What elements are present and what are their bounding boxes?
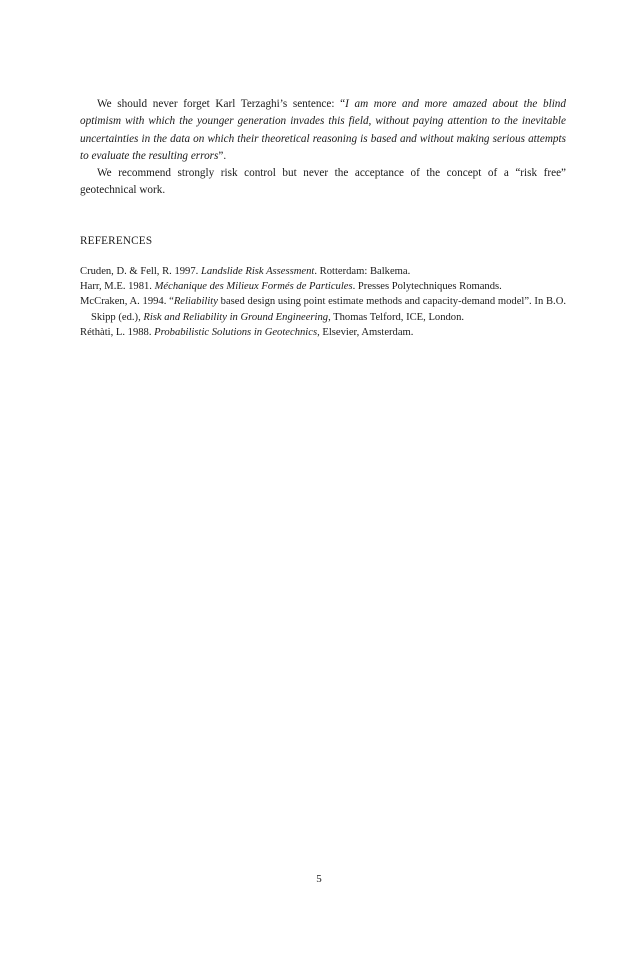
references-list [80, 264, 566, 340]
reference-item: Réthàti, L. 1988. Probabilistic Solutions in Geotechnics, Elsevier, Amsterdam. [80, 326, 414, 338]
paragraph-terzaghi-quote [80, 96, 566, 165]
terzaghi-quote: I am more and more amazed about the blind optimism with which the younger generation invades this field, without paying attention to the inevitable uncertainties in the data on which their theoretical reasoning is based and without making serious attempts to evaluate the resulting errors [80, 98, 566, 162]
page-number: 5 [316, 873, 322, 885]
paragraph-recommendation: We recommend strongly risk control but never the acceptance of the concept of a “risk free” geotechnical work. [80, 167, 566, 197]
quote-lead: We should never forget Karl Terzaghi’s sentence: “ [97, 98, 346, 110]
page-body [80, 96, 566, 340]
references-heading: REFERENCES [80, 234, 153, 247]
reference-item: McCraken, A. 1994. “Reliability based design using point estimate methods and capacity-demand model”. In B.O. Skipp (ed.), Risk and Reliability in Ground Engineering, Thomas Telford, ICE, London. [80, 296, 566, 323]
reference-item: Harr, M.E. 1981. Méchanique des Milieux Formés de Particules. Presses Polytechniques Romands. [80, 281, 502, 293]
reference-item: Cruden, D. & Fell, R. 1997. Landslide Risk Assessment. Rotterdam: Balkema. [80, 266, 411, 278]
quote-tail: ”. [218, 149, 227, 162]
